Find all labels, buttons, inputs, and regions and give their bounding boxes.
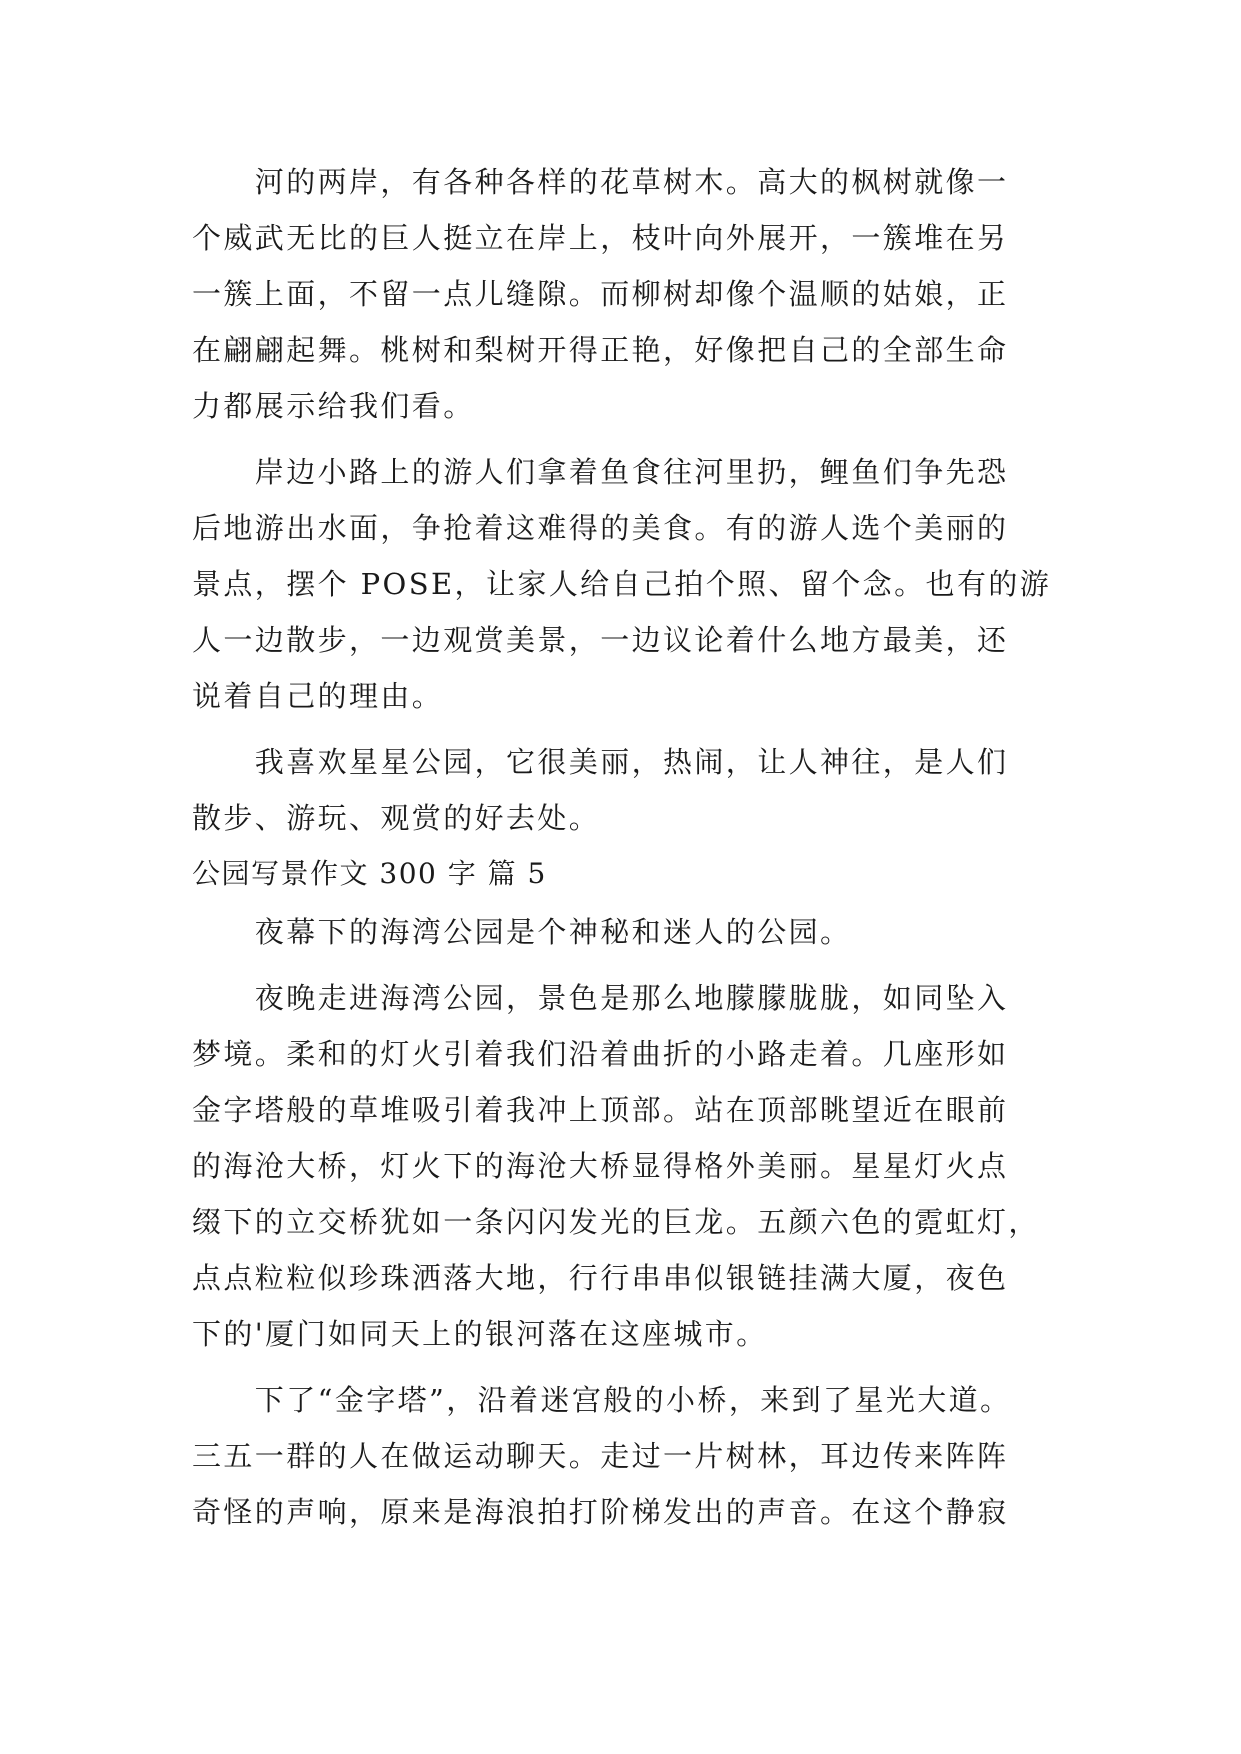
paragraph-line: 个威武无比的巨人挺立在岸上，枝叶向外展开，一簇堆在另	[192, 221, 1009, 255]
paragraph-line: 景点，摆个 POSE，让家人给自己拍个照、留个念。也有的游	[192, 567, 1052, 601]
paragraph-line: 说着自己的理由。	[192, 679, 444, 713]
paragraph-line: 的海沧大桥，灯火下的海沧大桥显得格外美丽。星星灯火点	[192, 1149, 1009, 1183]
paragraph-line: 散步、游玩、观赏的好去处。	[192, 801, 601, 835]
paragraph-line: 我喜欢星星公园，它很美丽，热闹，让人神往，是人们	[192, 745, 1009, 779]
paragraph-line: 岸边小路上的游人们拿着鱼食往河里扔，鲤鱼们争先恐	[192, 455, 1009, 489]
paragraph-line: 缀下的立交桥犹如一条闪闪发光的巨龙。五颜六色的霓虹灯，	[192, 1205, 1040, 1239]
paragraph-line: 点点粒粒似珍珠洒落大地，行行串串似银链挂满大厦，夜色	[192, 1261, 1009, 1295]
paragraph-line: 河的两岸，有各种各样的花草树木。高大的枫树就像一	[192, 165, 1009, 199]
paragraph-line: 夜晚走进海湾公园，景色是那么地朦朦胧胧，如同坠入	[192, 981, 1009, 1015]
paragraph-line: 夜幕下的海湾公园是个神秘和迷人的公园。	[192, 915, 852, 949]
paragraph-line: 金字塔般的草堆吸引着我冲上顶部。站在顶部眺望近在眼前	[192, 1093, 1009, 1127]
paragraph-line: 奇怪的声响，原来是海浪拍打阶梯发出的声音。在这个静寂	[192, 1495, 1009, 1529]
section-heading: 公园写景作文 300 字 篇 5	[192, 857, 547, 890]
paragraph-line: 三五一群的人在做运动聊天。走过一片树林，耳边传来阵阵	[192, 1439, 1009, 1473]
paragraph-line: 在翩翩起舞。桃树和梨树开得正艳，好像把自己的全部生命	[192, 333, 1009, 367]
paragraph-line: 力都展示给我们看。	[192, 389, 475, 423]
paragraph-line: 梦境。柔和的灯火引着我们沿着曲折的小路走着。几座形如	[192, 1037, 1009, 1071]
paragraph-line: 下了“金字塔”，沿着迷宫般的小桥，来到了星光大道。	[192, 1383, 1012, 1417]
paragraph-line: 后地游出水面，争抢着这难得的美食。有的游人选个美丽的	[192, 511, 1009, 545]
paragraph-line: 人一边散步，一边观赏美景，一边议论着什么地方最美，还	[192, 623, 1009, 657]
paragraph-line: 一簇上面，不留一点儿缝隙。而柳树却像个温顺的姑娘，正	[192, 277, 1009, 311]
paragraph-line: 下的'厦门如同天上的银河落在这座城市。	[192, 1317, 768, 1351]
